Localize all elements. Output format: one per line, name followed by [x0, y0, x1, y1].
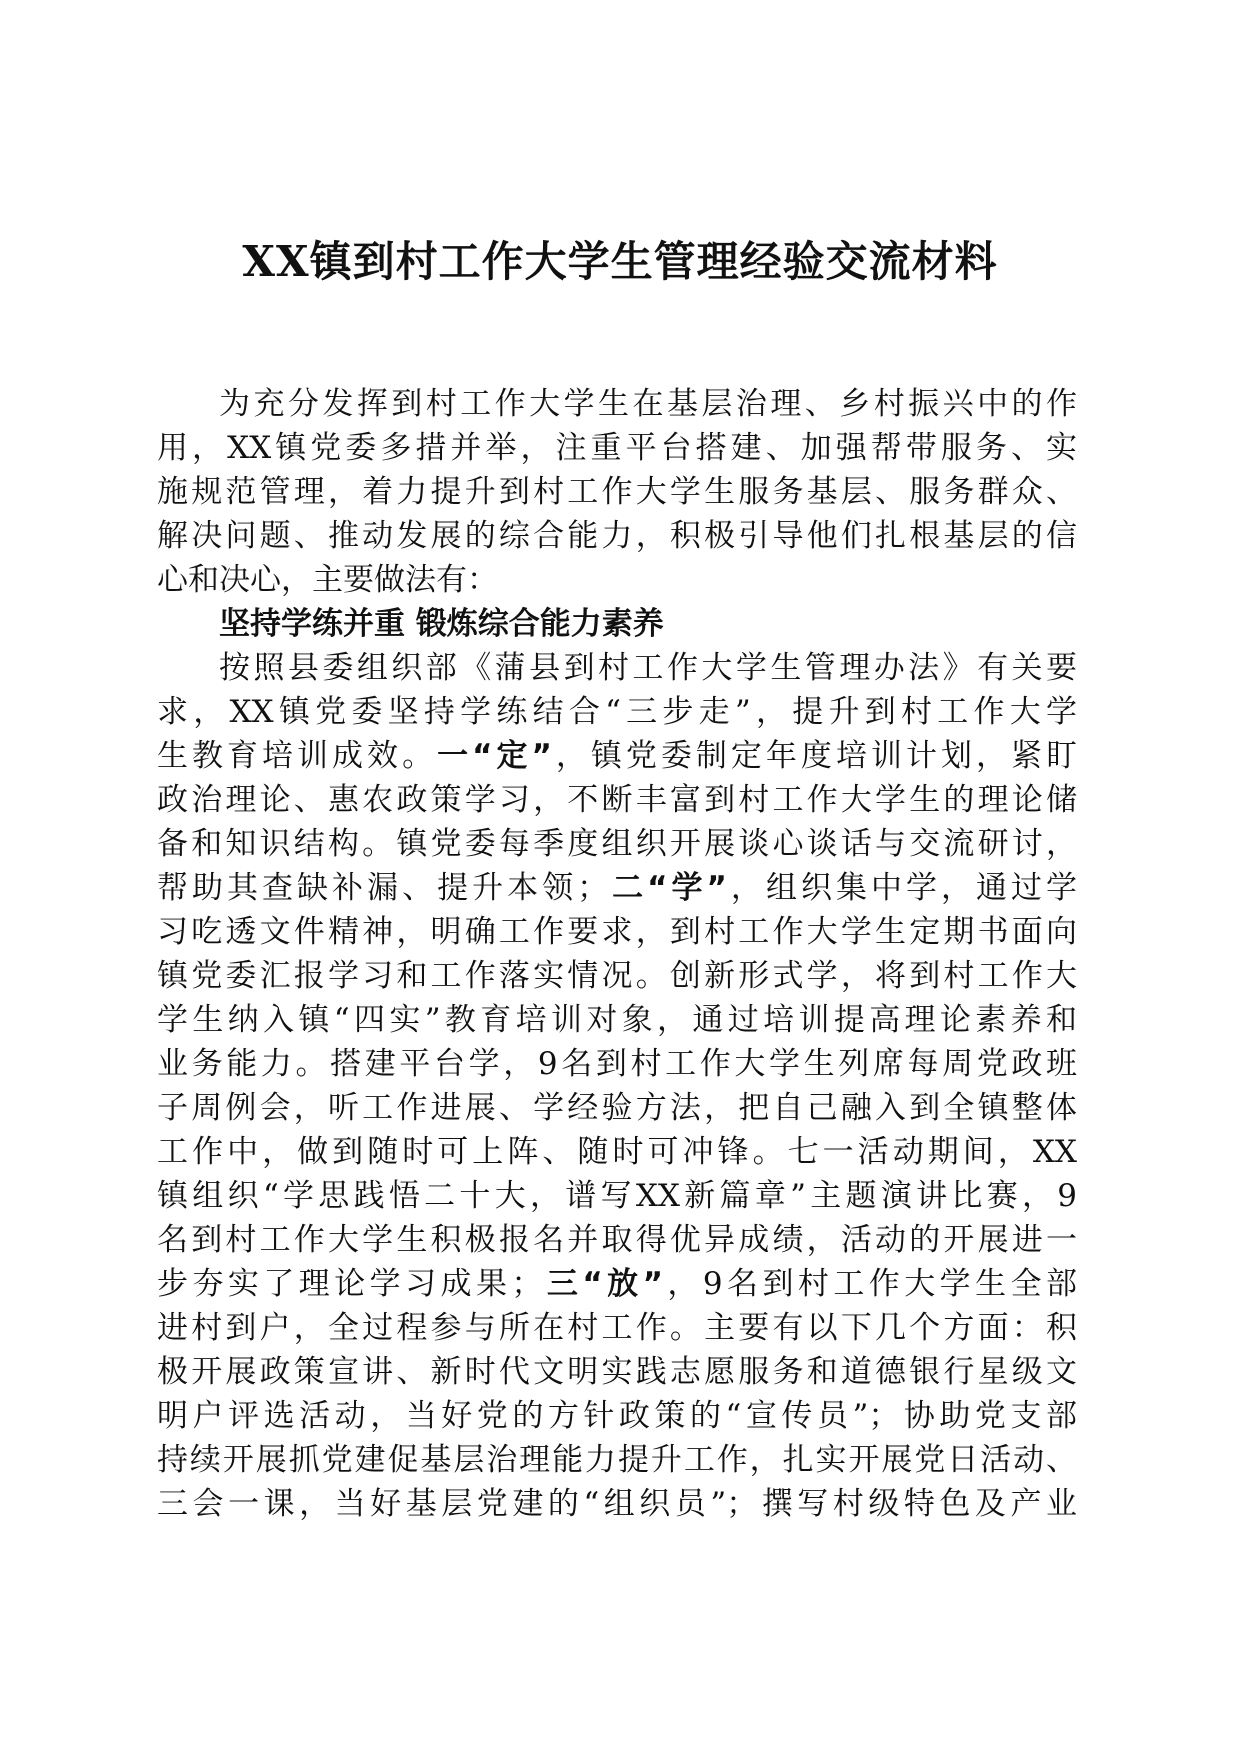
bold-keyword: 三“放” [542, 1266, 663, 1302]
bold-keyword: 二“学” [608, 870, 727, 906]
intro-line: 心和决心，主要做法有： [157, 562, 498, 598]
paragraph-line: 极开展政策宣讲、新时代文明实践志愿服务和道德银行星级文 [157, 1354, 1077, 1390]
text-run: ，组织集中学，通过学 [726, 870, 1077, 906]
paragraph-line: 持续开展抓党建促基层治理能力提升工作，扎实开展党日活动、 [157, 1442, 1077, 1478]
bold-keyword: 一“定” [437, 738, 552, 774]
intro-line: 施规范管理，着力提升到村工作大学生服务基层、服务群众、 [157, 474, 1077, 510]
paragraph-line: 镇党委汇报学习和工作落实情况。创新形式学，将到村工作大 [157, 958, 1077, 994]
paragraph-line: 政治理论、惠农政策学习，不断丰富到村工作大学生的理论储 [157, 782, 1077, 818]
text-run: 生教育培训成效。 [157, 738, 438, 774]
intro-line: 解决问题、推动发展的综合能力，积极引导他们扎根基层的信 [157, 518, 1077, 554]
section-heading: 坚持学练并重 锻炼综合能力素养 [219, 606, 664, 642]
paragraph-line: 按照县委组织部《蒲县到村工作大学生管理办法》有关要 [219, 650, 1077, 686]
paragraph-line: 工作中，做到随时可上阵、随时可冲锋。七一活动期间，XX [157, 1134, 1077, 1170]
text-run: ，镇党委制定年度培训计划，紧盯 [551, 738, 1077, 774]
document-body [157, 382, 1077, 1526]
paragraph-line: 学生纳入镇“四实”教育培训对象，通过培训提高理论素养和 [157, 1002, 1077, 1038]
paragraph-line [157, 734, 1077, 778]
paragraph-line: 进村到户，全过程参与所在村工作。主要有以下几个方面：积 [157, 1310, 1077, 1346]
paragraph-line [157, 1262, 1077, 1306]
paragraph-line: 备和知识结构。镇党委每季度组织开展谈心谈话与交流研讨， [157, 826, 1077, 862]
paragraph-line: 明户评选活动，当好党的方针政策的“宣传员”；协助党支部 [157, 1398, 1077, 1434]
paragraph-line: 名到村工作大学生积极报名并取得优异成绩，活动的开展进一 [157, 1222, 1077, 1258]
paragraph-line: 业务能力。搭建平台学，9名到村工作大学生列席每周党政班 [157, 1046, 1077, 1082]
text-run: ，9名到村工作大学生全部 [662, 1266, 1077, 1302]
paragraph-line: 习吃透文件精神，明确工作要求，到村工作大学生定期书面向 [157, 914, 1077, 950]
paragraph-line: 镇组织“学思践悟二十大，谱写XX新篇章”主题演讲比赛，9 [157, 1178, 1077, 1214]
paragraph-line [157, 866, 1077, 910]
paragraph-line: 子周例会，听工作进展、学经验方法，把自己融入到全镇整体 [157, 1090, 1077, 1126]
paragraph-line: 三会一课，当好基层党建的“组织员”；撰写村级特色及产业 [157, 1486, 1077, 1522]
paragraph-line: 求，XX镇党委坚持学练结合“三步走”，提升到村工作大学 [157, 694, 1077, 730]
text-run: 帮助其查缺补漏、提升本领； [157, 870, 609, 906]
document-title: XX镇到村工作大学生管理经验交流材料 [242, 237, 998, 286]
text-run: 步夯实了理论学习成果； [157, 1266, 543, 1302]
intro-line: 用，XX镇党委多措并举，注重平台搭建、加强帮带服务、实 [157, 430, 1077, 466]
intro-line: 为充分发挥到村工作大学生在基层治理、乡村振兴中的作 [219, 386, 1077, 422]
